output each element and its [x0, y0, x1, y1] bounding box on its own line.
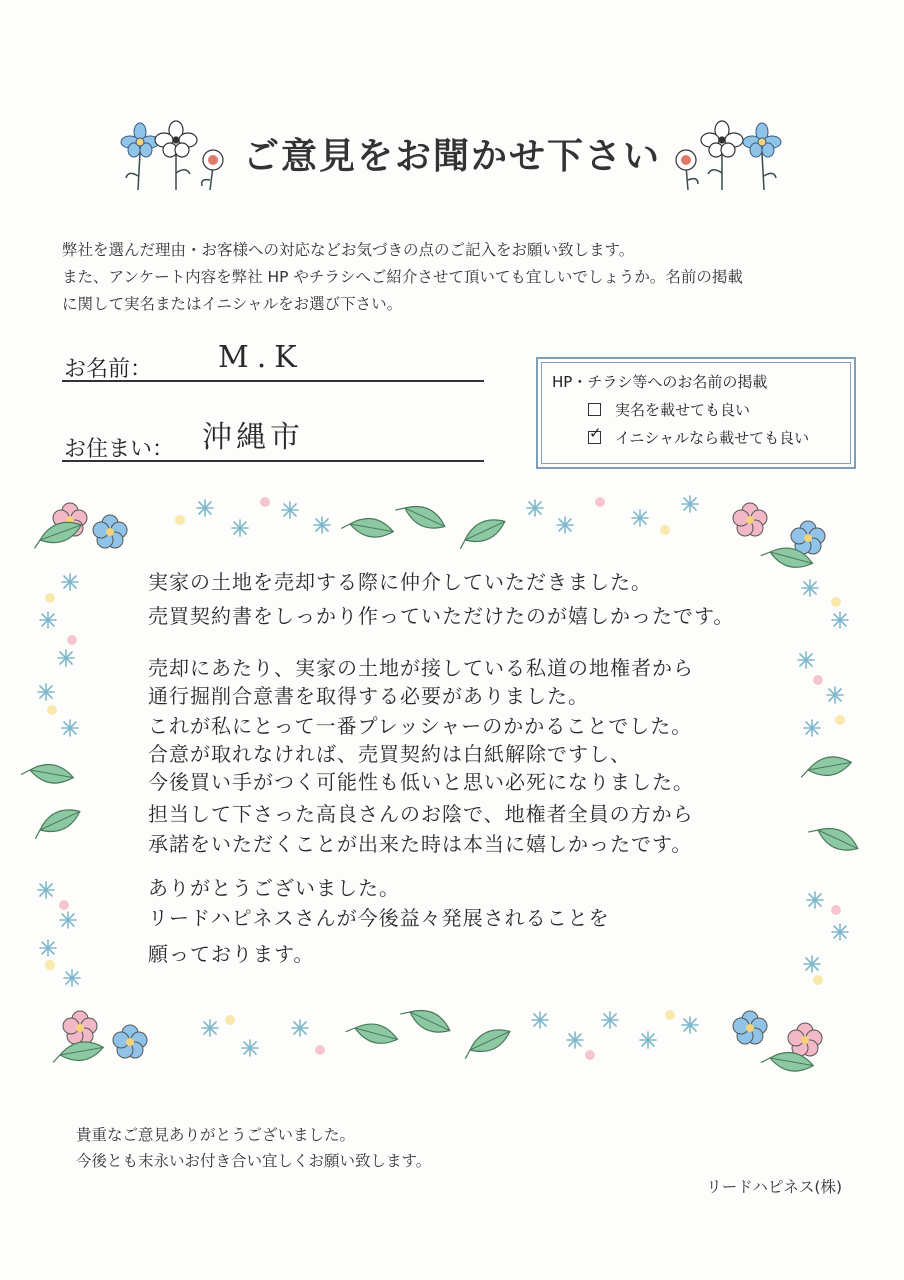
leaf-icon [799, 753, 853, 780]
comment-line: 願っております。 [148, 942, 315, 966]
comment-line: リードハピネスさんが今後益々発展されることを [148, 906, 610, 930]
leaf-icon [399, 1000, 454, 1038]
comment-line: 今後買い手がつく可能性も低いと思い必死になりました。 [148, 770, 694, 794]
closing-text [76, 1122, 431, 1174]
comment-line: ありがとうございました。 [148, 876, 400, 900]
intro-line: また、アンケート内容を弊社 HP やチラシへご紹介させて頂いても宜しいでしょうか。名前の掲載 [62, 268, 743, 286]
flower-cluster-icon [63, 1011, 97, 1044]
consent-option-initials[interactable] [588, 427, 840, 448]
poppy-icon [676, 150, 696, 170]
comment-line: 承諾をいただくことが出来た時は本当に嬉しかったです。 [148, 832, 693, 856]
comment-line: 売買契約書をしっかり作っていただけたのが嬉しかったです。 [148, 604, 735, 628]
consent-option-label: イニシャルなら載せても良い [615, 429, 810, 447]
consent-option-real-name[interactable] [588, 399, 840, 420]
consent-heading: HP・チラシ等へのお名前の掲載 [552, 373, 768, 391]
page-title: ご意見をお聞かせ下さい [242, 136, 661, 177]
flower-cluster-icon [791, 521, 825, 554]
intro-line: に関して実名またはイニシャルをお選び下さい。 [62, 295, 403, 313]
comment-line: 通行掘削合意書を取得する必要がありました。 [148, 684, 589, 708]
leaf-icon [29, 803, 84, 841]
comment-line: 担当して下さった高良さんのお陰で、地権者全員の方から [148, 802, 694, 826]
comment-line: 売却にあたり、実家の土地が接している私道の地権者から [148, 656, 694, 680]
address-label: お住まい： [64, 437, 175, 462]
title-flowers-right [664, 118, 784, 198]
comment-line: これが私にとって一番プレッシャーのかかることでした。 [148, 714, 693, 738]
address-value[interactable]: 沖縄市 [202, 420, 304, 455]
leaf-icon [459, 1023, 514, 1061]
flower-cluster-icon [733, 503, 767, 536]
flower-cluster-icon [788, 1023, 822, 1056]
name-value[interactable]: M.K [218, 340, 305, 375]
address-underline [62, 460, 484, 462]
white-flower-icon [701, 121, 743, 157]
flower-cluster-icon [113, 1025, 147, 1058]
intro-line: 弊社を選んだ理由・お客様への対応などお気づきの点のご記入をお願い致します。 [62, 241, 635, 259]
name-label: お名前： [64, 357, 153, 382]
closing-line: 今後とも末永いお付き合い宜しくお願い致します。 [76, 1152, 432, 1170]
leaf-icon [341, 514, 395, 541]
comment-line: 合意が取れなければ、売買契約は白紙解除ですし、 [148, 742, 631, 766]
leaf-icon [21, 760, 75, 787]
leaf-icon [345, 1017, 400, 1048]
intro-text [62, 237, 862, 318]
leaf-icon [454, 513, 509, 551]
leaf-icon [807, 818, 862, 856]
leaf-icon [51, 1038, 105, 1065]
blue-flower-icon [743, 123, 781, 157]
consent-box [536, 357, 856, 469]
consent-option-label: 実名を載せても良い [615, 401, 751, 419]
checkbox-checked-icon[interactable] [588, 431, 601, 444]
company-name: リードハピネス(株) [706, 1178, 842, 1196]
closing-line: 貴重なご意見ありがとうございました。 [76, 1126, 356, 1144]
flower-cluster-icon [93, 515, 127, 548]
flower-cluster-icon [733, 1011, 767, 1044]
comment-line: 実家の土地を売却する際に仲介していただきました。 [148, 570, 652, 594]
checkbox-unchecked-icon[interactable] [588, 403, 601, 416]
leaf-icon [394, 496, 449, 534]
name-underline [62, 380, 484, 382]
